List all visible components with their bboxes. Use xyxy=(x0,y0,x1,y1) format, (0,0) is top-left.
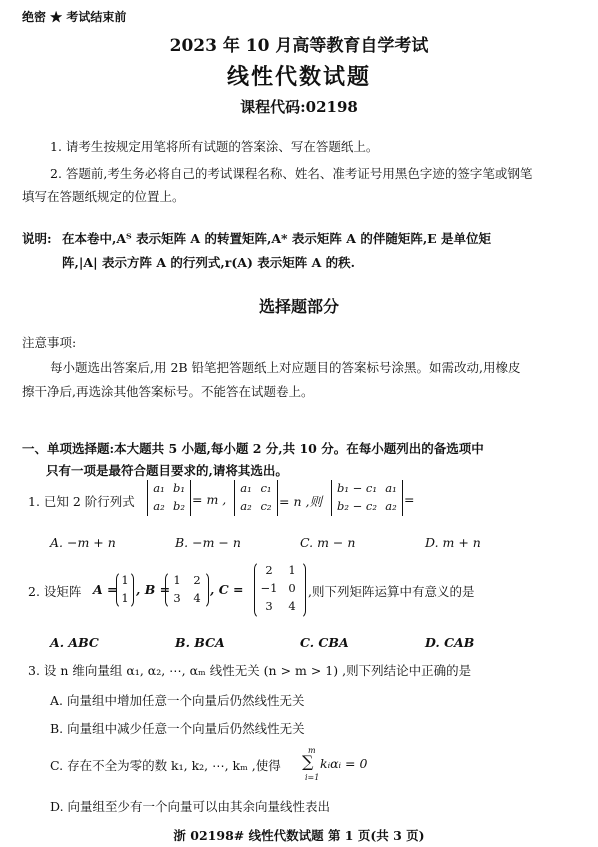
matrix-entry: 2 xyxy=(193,573,201,587)
q2-b-label: , B = xyxy=(136,582,171,597)
attention-line2: 擦干净后,再选涂其他答案标号。不能答在试题卷上。 xyxy=(22,384,314,399)
matrix-c xyxy=(254,561,306,619)
q1-option-c[interactable]: C. m − n xyxy=(300,535,356,550)
note-line2: 阵,|A| 表示方阵 A 的行列式,r(A) 表示矩阵 A 的秩. xyxy=(62,255,355,270)
sum-expression: kᵢαᵢ = 0 xyxy=(320,756,368,771)
matrix-entry: 0 xyxy=(288,581,296,595)
q3-option-b[interactable]: B. 向量组中减少任意一个向量后仍然线性无关 xyxy=(50,721,305,736)
q2-option-c[interactable]: C. CBA xyxy=(300,635,349,650)
q3-stem: 3. 设 n 维向量组 α₁, α₂, ⋯, αₘ 线性无关 (n > m > 1) ,则下列结论中正确的是 xyxy=(28,663,472,678)
q2-option-a[interactable]: A. ABC xyxy=(50,635,99,650)
q2-c-label: , C = xyxy=(210,582,244,597)
q1-eq2: = n ,则 xyxy=(279,494,322,509)
matrix-entry: 4 xyxy=(288,599,296,613)
q1-option-b[interactable]: B. −m − n xyxy=(175,535,241,550)
q2-prefix: 2. 设矩阵 xyxy=(28,584,82,599)
q1-eq3: = xyxy=(404,492,415,507)
instruction-1: 1. 请考生按规定用笔将所有试题的答案涂、写在答题纸上。 xyxy=(50,139,379,154)
sum-lower-limit: i=1 xyxy=(305,773,320,782)
matrix-entry: 1 xyxy=(173,573,181,587)
q2-option-d[interactable]: D. CAB xyxy=(425,635,475,650)
page-footer: 浙 02198# 线性代数试题 第 1 页(共 3 页) xyxy=(173,828,425,843)
instruction-2-line1: 2. 答题前,考生务必将自己的考试课程名称、姓名、准考证号用黑色字迹的签字笔或钢笔 xyxy=(50,166,533,181)
sum-symbol: ∑ xyxy=(302,752,314,771)
instruction-2-line2: 填写在答题纸规定的位置上。 xyxy=(22,189,185,204)
q3-option-a[interactable]: A. 向量组中增加任意一个向量后仍然线性无关 xyxy=(50,693,305,708)
q2-option-b[interactable]: B. BCA xyxy=(175,635,225,650)
q2-suffix: ,则下列矩阵运算中有意义的是 xyxy=(308,584,475,599)
subject-title: 线性代数试题 xyxy=(226,64,371,90)
secret-label: 绝密 ★ 考试结束前 xyxy=(22,10,127,24)
det-entry: c₂ xyxy=(260,499,272,513)
q1-option-d[interactable]: D. m + n xyxy=(425,535,481,550)
det-entry: a₂ xyxy=(153,499,165,513)
q1-det3 xyxy=(331,480,403,516)
matrix-entry: 1 xyxy=(288,563,296,577)
det-entry: b₂ xyxy=(173,499,185,513)
section-title: 选择题部分 xyxy=(258,297,339,316)
det-entry: a₁ xyxy=(385,481,397,495)
attention-label: 注意事项: xyxy=(22,335,77,350)
part1-heading-line1: 一、单项选择题:本大题共 5 小题,每小题 2 分,共 10 分。在每小题列出的备选项中 xyxy=(22,441,484,456)
note-label: 说明: xyxy=(22,231,52,246)
matrix-b xyxy=(165,571,209,609)
matrix-entry: 2 xyxy=(265,563,273,577)
matrix-entry: 1 xyxy=(121,591,129,605)
det-entry: a₁ xyxy=(240,481,252,495)
part1-heading-line2: 只有一项是最符合题目要求的,请将其选出。 xyxy=(46,463,288,478)
q1-option-a[interactable]: A. −m + n xyxy=(50,535,116,550)
q2-a-label: A = xyxy=(93,582,118,597)
det-entry: a₂ xyxy=(385,499,397,513)
exam-title: 2023 年 10 月高等教育自学考试 xyxy=(169,36,429,56)
sum-upper-limit: m xyxy=(308,746,316,755)
det-entry: b₂ − c₂ xyxy=(337,499,377,513)
matrix-entry: −1 xyxy=(260,581,278,595)
matrix-entry: 4 xyxy=(193,591,201,605)
det-entry: b₁ − c₁ xyxy=(337,481,377,495)
det-entry: c₁ xyxy=(260,481,272,495)
note-line1: 在本卷中,Aᵀ 表示矩阵 A 的转置矩阵,A* 表示矩阵 A 的伴随矩阵,E 是单位矩 xyxy=(62,231,492,246)
det-entry: a₁ xyxy=(153,481,165,495)
q3-option-c[interactable]: C. 存在不全为零的数 k₁, k₂, ⋯, kₘ ,使得 xyxy=(50,758,281,773)
q1-prefix: 1. 已知 2 阶行列式 xyxy=(28,494,135,509)
q1-det1 xyxy=(147,480,191,516)
det-entry: a₂ xyxy=(240,499,252,513)
q1-eq1: = m , xyxy=(192,492,227,507)
matrix-entry: 3 xyxy=(265,599,273,613)
course-code: 课程代码:02198 xyxy=(240,98,358,116)
det-entry: b₁ xyxy=(173,481,185,495)
matrix-entry: 1 xyxy=(121,573,129,587)
attention-line1: 每小题选出答案后,用 2B 铅笔把答题纸上对应题目的答案标号涂黑。如需改动,用橡皮 xyxy=(50,360,521,375)
q3-option-d[interactable]: D. 向量组至少有一个向量可以由其余向量线性表出 xyxy=(50,799,331,814)
matrix-a xyxy=(116,571,134,609)
matrix-entry: 3 xyxy=(173,591,181,605)
q1-det2 xyxy=(234,480,278,516)
